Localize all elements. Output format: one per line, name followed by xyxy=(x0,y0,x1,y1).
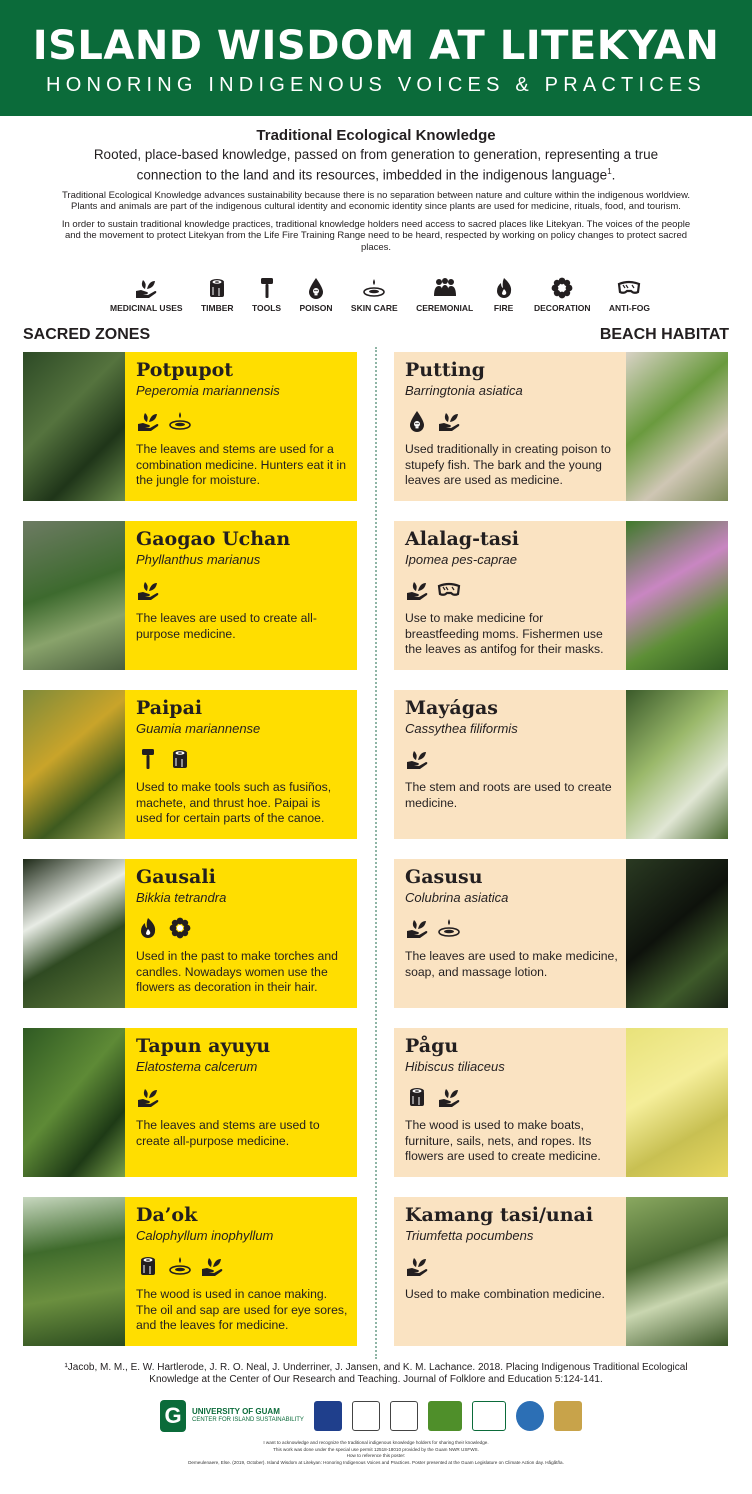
plant-photo xyxy=(626,1197,728,1346)
legend-ceremonial xyxy=(416,276,473,313)
credits-line: This work was done under the special use permit 12518-18010 provided by the Guam NWR USFWS. xyxy=(273,1446,479,1452)
uaf-logo xyxy=(314,1401,342,1431)
plant-scientific-name: Triumfetta pocumbens xyxy=(405,1228,534,1243)
plant-description: Used to make tools such as fusiños, machete, and thrust hoe. Paipai is used for certain parts of the canoe. xyxy=(136,780,332,825)
plant-scientific-name: Ipomea pes-caprae xyxy=(405,552,518,567)
plant-card-body xyxy=(125,521,357,670)
plant-description: The leaves are used to create all-purpose medicine. xyxy=(136,611,317,641)
plant-description: The wood is used to make boats, furniture, sails, nets, and ropes. Its flowers are used to create medicine. xyxy=(405,1118,601,1163)
plant-use-icons xyxy=(405,1253,618,1279)
plant-card-body xyxy=(394,690,626,839)
guam-seal-logo xyxy=(516,1401,544,1431)
plant-photo xyxy=(626,690,728,839)
plant-card xyxy=(23,521,357,670)
plant-scientific-name: Elatostema calcerum xyxy=(136,1059,258,1074)
timber-icon xyxy=(168,747,192,771)
plant-description: Use to make medicine for breastfeeding moms. Fishermen use the leaves as antifog for their masks. xyxy=(405,611,604,656)
plant-card-body xyxy=(394,352,626,501)
plant-photo xyxy=(23,1028,125,1177)
legend-label: TIMBER xyxy=(200,303,234,313)
plant-name: Da’ok xyxy=(136,1204,198,1226)
tools-icon xyxy=(136,747,160,771)
anti-fog-icon xyxy=(617,276,641,300)
legend-label: MEDICINAL USES xyxy=(110,303,183,313)
plant-photo xyxy=(626,352,728,501)
legend-label: DECORATION xyxy=(534,303,591,313)
legend-fire xyxy=(492,276,516,313)
haya-foundation-logo xyxy=(472,1401,506,1431)
intro-paragraph-1: Traditional Ecological Knowledge advances sustainability because there is no separation between nature and culture within the indigenous worldview. Plants and animals are part of the indigenous cultural identity and economic identity since plants are used for medicine, rituals, food, and tourism. xyxy=(61,189,691,212)
medicine-icon xyxy=(405,916,429,940)
plant-card-body xyxy=(394,859,626,1008)
plant-photo xyxy=(626,521,728,670)
medicine-icon xyxy=(405,747,429,771)
plant-use-icons xyxy=(136,915,349,941)
plant-card-body xyxy=(125,859,357,1008)
plant-photo xyxy=(23,1197,125,1346)
plant-scientific-name: Barringtonia asiatica xyxy=(405,383,523,398)
page-title: ISLAND WISDOM AT LITEKYAN xyxy=(32,23,720,69)
plant-use-icons xyxy=(136,1253,349,1279)
plant-use-icons xyxy=(405,577,618,603)
skin-care-icon xyxy=(362,276,386,300)
plant-card-body xyxy=(125,1197,357,1346)
legend-medicinal xyxy=(110,276,183,313)
page-subtitle: HONORING INDIGENOUS VOICES & PRACTICES xyxy=(46,74,706,96)
plant-card-body xyxy=(394,521,626,670)
uog-line-2: CENTER FOR ISLAND SUSTAINABILITY xyxy=(192,1417,304,1423)
plant-scientific-name: Cassythea filiformis xyxy=(405,721,518,736)
legend-label: TOOLS xyxy=(251,303,282,313)
intro-lead-end: . xyxy=(611,167,616,183)
plant-name: Gaogao Uchan xyxy=(136,528,291,550)
legend-label: POISON xyxy=(299,303,333,313)
credits xyxy=(150,1440,602,1466)
uog-logo xyxy=(160,1400,304,1432)
plant-card-body xyxy=(394,1028,626,1177)
plant-use-icons xyxy=(136,408,349,434)
plant-use-icons xyxy=(136,577,349,603)
credits-line: Demeulenaere, Else. (2019, October). Island Wisdom at Litekyan: Honoring Indigenous Voices and Practices. Poster presented at the Guam Legislature on Climate Action day. Hågåtña. xyxy=(188,1459,564,1465)
plant-use-icons xyxy=(136,1084,349,1110)
plant-name: Pågu xyxy=(405,1035,459,1057)
beach-habitat-heading: BEACH HABITAT xyxy=(599,326,729,343)
legend-label: ANTI-FOG xyxy=(608,303,650,313)
intro-lead xyxy=(60,146,692,184)
plant-scientific-name: Hibiscus tiliaceus xyxy=(405,1059,505,1074)
timber-icon xyxy=(205,276,229,300)
plant-name: Gausali xyxy=(136,866,216,888)
tools-icon xyxy=(255,276,279,300)
aspi-logo xyxy=(390,1401,418,1431)
plant-name: Kamang tasi/unai xyxy=(405,1204,594,1226)
legend-tools xyxy=(252,276,281,313)
intro-paragraph-2: In order to sustain traditional knowledge practices, traditional knowledge holders need access to sacred places like Litekyan. The voices of the people and the movement to protect Litekyan from the Life Fire Training Range need to be heard, respected by working on policy changes to protect sacred places. xyxy=(61,218,691,253)
plant-name: Gasusu xyxy=(405,866,483,888)
plant-card xyxy=(394,1197,728,1346)
intro-lead-text: Rooted, place-based knowledge, passed on from generation to generation, representing a true connection to the land and its resources, imbedded in the indigenous language xyxy=(93,147,659,183)
plant-card xyxy=(23,352,357,501)
intro-section xyxy=(60,126,692,253)
plant-use-icons xyxy=(136,746,349,772)
medicine-icon xyxy=(437,409,461,433)
plant-card-body xyxy=(125,1028,357,1177)
intro-heading: Traditional Ecological Knowledge xyxy=(256,127,496,144)
plant-name: Alalag-tasi xyxy=(405,528,519,550)
legend-label: FIRE xyxy=(493,303,514,313)
uses-legend xyxy=(110,276,650,313)
anti-fog-icon xyxy=(437,578,461,602)
sacred-zones-heading: SACRED ZONES xyxy=(23,326,151,343)
plant-card xyxy=(394,690,728,839)
legend-decoration xyxy=(534,276,591,313)
legend-label: SKIN CARE xyxy=(350,303,398,313)
legend-poison xyxy=(299,276,332,313)
plant-name: Paipai xyxy=(136,697,203,719)
plant-use-icons xyxy=(405,408,618,434)
plant-scientific-name: Colubrina asiatica xyxy=(405,890,509,905)
credits-line: How to reference this poster: xyxy=(346,1453,406,1458)
medicine-icon xyxy=(200,1254,224,1278)
plant-scientific-name: Peperomia mariannensis xyxy=(136,383,280,398)
plant-card-body xyxy=(125,352,357,501)
protect-litekyan-logo xyxy=(428,1401,462,1431)
plant-use-icons xyxy=(405,746,618,772)
plant-photo xyxy=(23,352,125,501)
plant-card-body xyxy=(125,690,357,839)
plant-description: The wood is used in canoe making. The oil and sap are used for eye sores, and the leaves for medicine. xyxy=(136,1287,348,1332)
timber-icon xyxy=(136,1254,160,1278)
legend-timber xyxy=(201,276,234,313)
fire-icon xyxy=(136,916,160,940)
plant-photo xyxy=(626,1028,728,1177)
plant-photo xyxy=(23,859,125,1008)
uog-mark: G xyxy=(160,1400,186,1432)
uog-text xyxy=(192,1407,304,1425)
usfws-logo xyxy=(554,1401,582,1431)
plant-use-icons xyxy=(405,915,618,941)
plant-description: The leaves and stems are used for a combination medicine. Hunters eat it in the jungle for moisture. xyxy=(136,442,347,487)
medicine-icon xyxy=(136,578,160,602)
plant-name: Tapun ayuyu xyxy=(136,1035,271,1057)
column-divider xyxy=(375,347,377,1359)
plant-name: Potpupot xyxy=(136,359,234,381)
legend-anti-fog xyxy=(609,276,650,313)
sponsor-logos xyxy=(160,1398,600,1434)
medicine-icon xyxy=(405,1254,429,1278)
medicine-icon xyxy=(136,1085,160,1109)
seal-logo xyxy=(352,1401,380,1431)
credits-line: I want to acknowledge and recognize the traditional indigenous knowledge holders for sharing their knowledge. xyxy=(263,1440,489,1445)
timber-icon xyxy=(405,1085,429,1109)
plant-card xyxy=(394,521,728,670)
ceremonial-icon xyxy=(433,276,457,300)
footnote-marker: 1 xyxy=(607,167,612,176)
plant-card xyxy=(23,1028,357,1177)
plant-description: Used in the past to make torches and candles. Nowadays women use the flowers as decoration in their hair. xyxy=(136,949,338,994)
plant-description: The stem and roots are used to create medicine. xyxy=(405,780,612,810)
poison-icon xyxy=(304,276,328,300)
plant-photo xyxy=(23,521,125,670)
plant-description: Used traditionally in creating poison to stupefy fish. The bark and the young leaves are used as medicine. xyxy=(405,442,611,487)
plant-photo xyxy=(23,690,125,839)
plant-card-body xyxy=(394,1197,626,1346)
plant-name: Putting xyxy=(405,359,485,381)
plant-card xyxy=(394,352,728,501)
plant-description: The leaves are used to make medicine, soap, and massage lotion. xyxy=(405,949,618,979)
medicine-icon xyxy=(136,409,160,433)
plant-card xyxy=(23,690,357,839)
header-banner xyxy=(0,0,752,116)
fire-icon xyxy=(492,276,516,300)
plant-card xyxy=(394,1028,728,1177)
plant-description: The leaves and stems are used to create all-purpose medicine. xyxy=(136,1118,320,1148)
plant-card xyxy=(23,859,357,1008)
medicine-icon xyxy=(437,1085,461,1109)
plant-description: Used to make combination medicine. xyxy=(405,1287,605,1301)
skin-care-icon xyxy=(437,916,461,940)
decoration-icon xyxy=(550,276,574,300)
plant-name: Mayágas xyxy=(405,697,498,719)
poison-icon xyxy=(405,409,429,433)
skin-care-icon xyxy=(168,409,192,433)
decoration-icon xyxy=(168,916,192,940)
medicine-icon xyxy=(405,578,429,602)
skin-care-icon xyxy=(168,1254,192,1278)
plant-scientific-name: Guamia mariannense xyxy=(136,721,261,736)
medicine-icon xyxy=(134,276,158,300)
plant-photo xyxy=(626,859,728,1008)
legend-skin-care xyxy=(351,276,398,313)
plant-card xyxy=(394,859,728,1008)
plant-scientific-name: Bikkia tetrandra xyxy=(136,890,227,905)
legend-label: CEREMONIAL xyxy=(416,303,474,313)
plant-use-icons xyxy=(405,1084,618,1110)
plant-card xyxy=(23,1197,357,1346)
uog-line-1: UNIVERSITY OF GUAM xyxy=(192,1407,280,1416)
plant-scientific-name: Calophyllum inophyllum xyxy=(136,1228,274,1243)
plant-scientific-name: Phyllanthus marianus xyxy=(136,552,261,567)
reference-citation: ¹Jacob, M. M., E. W. Hartlerode, J. R. O. Neal, J. Underriner, J. Jansen, and K. M. Lachance. 2018. Placing Indigenous Traditional Ecological Knowledge at the Center of Our Research and Teaching. Journal of Folklore and Education 5:124-141. xyxy=(64,1362,688,1385)
